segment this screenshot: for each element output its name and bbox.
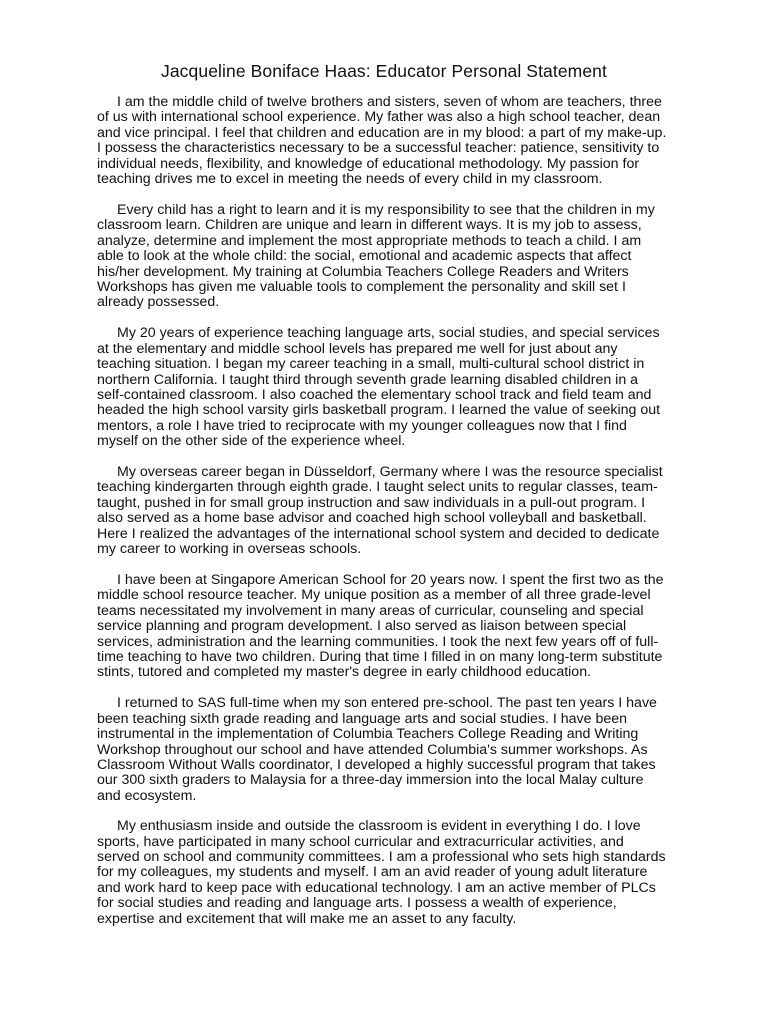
text-line: stints, tutored and completed my master's degree in early childhood education. [97, 664, 592, 681]
text-line: individual needs, flexibility, and knowledge of educational methodology. My passion for [97, 155, 640, 172]
document-title: Jacqueline Boniface Haas: Educator Personal Statement [161, 61, 607, 81]
paragraph-5 [97, 573, 672, 681]
text-line: teaching kindergarten through eighth grade. I taught select units to regular classes, team- [97, 479, 658, 496]
text-line: I returned to SAS full-time when my son entered pre-school. The past ten years I have [117, 695, 657, 712]
text-line: been teaching sixth grade reading and language arts and social studies. I have been [97, 710, 628, 727]
text-line: teaching drives me to excel in meeting the needs of every child in my classroom. [97, 171, 603, 188]
text-line: and vice principal. I feel that children and education are in my blood: a part of my make-up. [97, 124, 667, 141]
text-line: middle school resource teacher. My unique position as a member of all three grade-level [97, 587, 651, 604]
text-line: for social studies and reading and language arts. I possess a wealth of experience, [97, 895, 617, 912]
text-line: My overseas career began in Düsseldorf, Germany where I was the resource specialist [117, 464, 663, 481]
text-line: My 20 years of experience teaching language arts, social studies, and special services [117, 325, 660, 342]
text-line: myself on the other side of the experience wheel. [97, 433, 406, 450]
paragraph-1 [97, 95, 672, 187]
text-line: Classroom Without Walls coordinator, I developed a highly successful program that takes [97, 756, 656, 773]
text-line: able to look at the whole child: the social, emotional and academic aspects that affect [97, 248, 632, 265]
text-line: self-contained classroom. I also coached the elementary school track and field team and [97, 386, 652, 403]
text-line: teaching situation. I began my career teaching in a small, multi-cultural school district in [97, 356, 645, 373]
document-body [97, 95, 672, 943]
text-line: I have been at Singapore American School for 20 years now. I spent the first two as the [117, 571, 664, 588]
text-line: sports, have participated in many school curricular and extracurricular activities, and [97, 833, 624, 850]
text-line: at the elementary and middle school levels has prepared me well for just about any [97, 340, 618, 357]
text-line: instrumental in the implementation of Columbia Teachers College Reading and Writing [97, 726, 639, 743]
text-line: teams necessitated my involvement in many areas of curricular, counseling and special [97, 602, 644, 619]
paragraph-7 [97, 819, 672, 927]
text-line: mentors, a role I have tried to reciprocate with my younger colleagues now that I find [97, 417, 627, 434]
paragraph-6 [97, 696, 672, 804]
text-line: I possess the characteristics necessary to be a successful teacher: patience, sensitivity to [97, 140, 660, 157]
text-line: headed the high school varsity girls basketball program. I learned the value of seeking out [97, 402, 661, 419]
text-line: taught, pushed in for small group instruction and saw individuals in a pull-out program. I [97, 494, 646, 511]
text-line: my career to working in overseas schools. [97, 541, 362, 558]
text-line: served on school and community committees. I am a professional who sets high standards [97, 848, 666, 865]
text-line: time teaching to have two children. During that time I filled in on many long-term substitute [97, 649, 663, 665]
paragraph-3 [97, 326, 672, 449]
text-line: already possessed. [97, 294, 220, 311]
text-line: I am the middle child of twelve brothers and sisters, seven of whom are teachers, three [117, 94, 662, 110]
text-line: Here I realized the advantages of the international school system and decided to dedicate [97, 525, 660, 542]
text-line: Every child has a right to learn and it is my responsibility to see that the children in my [117, 201, 655, 218]
text-line: his/her development. My training at Columbia Teachers College Readers and Writers [97, 263, 629, 280]
text-line: also served as a home base advisor and coached high school volleyball and basketball. [97, 510, 647, 527]
text-line: and work hard to keep pace with educational technology. I am an active member of PLCs [97, 879, 656, 896]
text-line: Workshops has given me valuable tools to complement the personality and skill set I [97, 278, 626, 295]
text-line: My enthusiasm inside and outside the classroom is evident in everything I do. I love [117, 818, 641, 835]
text-line: service planning and program development. I also served as liaison between special [97, 618, 627, 635]
text-line: and ecosystem. [97, 787, 197, 804]
text-line: northern California. I taught third through seventh grade learning disabled children in a [97, 371, 639, 388]
text-line: services, administration and the learning communities. I took the next few years off of full- [97, 633, 659, 650]
text-line: Workshop throughout our school and have attended Columbia's summer workshops. As [97, 741, 648, 758]
paragraph-2 [97, 203, 672, 311]
text-line: classroom learn. Children are unique and learn in different ways. It is my job to assess, [97, 217, 642, 234]
text-line: for my colleagues, my students and myself. I am an avid reader of young adult literature [97, 864, 648, 881]
text-line: analyze, determine and implement the most appropriate methods to teach a child. I am [97, 232, 642, 249]
text-line: expertise and excitement that will make me an asset to any faculty. [97, 910, 517, 927]
paragraph-4 [97, 465, 672, 557]
text-line: of us with international school experience. My father was also a high school teacher, dean [97, 109, 661, 126]
text-line: our 300 sixth graders to Malaysia for a three-day immersion into the local Malay culture [97, 772, 644, 789]
